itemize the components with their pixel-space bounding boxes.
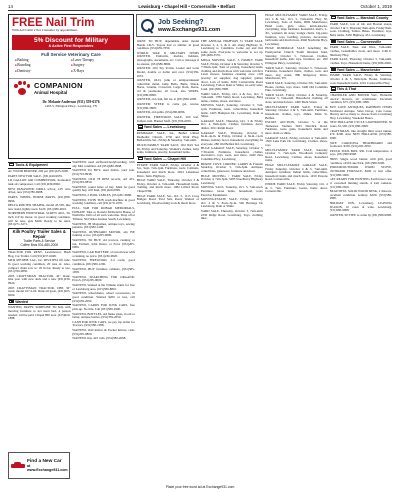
classified-ad: YARD SALE, Friday, Oct. 4 & Sat., Oct. 5, 7am-until. 1780 Valley Road, Lewisburg. Baby items, clothes, shoes, and more. (200, 91, 264, 103)
yard-sale-icon (138, 125, 143, 128)
classified-ad: WANTED, wheelchairs, wheel accessories, in good condition. Wanted $200 or less, call (931)659-2092. (72, 291, 135, 303)
classified-ad: WANTED, OLD 78 RPM records, old 45's. (931)293-6850. (72, 176, 135, 185)
classified-ad: GARAGE SALE, Friday, October 4, 7am-until. 1500 Lake Park Dr, Lewisburg. Clothes, shoes, toys. (265, 135, 328, 147)
service-item: ■ X-Rays (71, 69, 127, 75)
classified-ad: INSIDE YARD SALE, Friday & Saturday, October 4 & 5, 8am-5pm. Books, furniture, tools, household items. 2201 Cornersville Hwy. (329, 73, 392, 85)
classified-ad: GARAGE SALE, Thursday, Oct. 3 & Friday, Oct. 4, 8am-2pm. Clothes, furniture, decor, dishes. 2011 Ralph Road. (200, 118, 264, 131)
classified-ad: AC WOOD BURNER, 200 per (931)225-5000. (8, 168, 69, 173)
classified-ad: HUGE MULTI-FAMILY GARAGE SALE, Friday Saturday, October 4 & 5, 7am-until. Antiques, furniture, Indian items, collectibles, household items and much more. 1450 Parsons Road, Cornersville. (265, 163, 328, 182)
section-header-yard-sales: Yard Sales — Manchester (330, 67, 393, 74)
discount-main: 5% Discount for Military (33, 36, 109, 44)
classified-ad: HUGE YARD SALE, Sat., Oct. 5, 1115 Cross Bridges Road. Yard Sale Road, Wanted of Lewisburg, Woodworking tools & much more. (136, 193, 200, 205)
classified-ad: YARD SALE, Saturday, October 5th, 7am-until. Books, clothes, toys, more. 3400 Old Columbia Pike, Lewisburg. (265, 80, 328, 93)
classified-ad: WANTED, BUY furniture cabinets, (931)585-1958. (72, 266, 135, 275)
classified-ad: WANTED, round bales of hay. Must be good quality hay, will haul, (931)260-0999. (72, 184, 135, 193)
classified-ad: ESTATE AUCTION, October 5, at the Tennessee Venture 2625 Deerlick Road. Furniture, tools, guns, household items and more. Rain or shine. (265, 120, 328, 135)
service-item: ■ Laser Therapy (71, 58, 127, 64)
classified-ad: WANTED, SEARCHING FOR ORGANIC EGGS, (931)205-9000. (72, 274, 135, 283)
classified-ad: LR GALLON AIR COMPRESSOR, horizontal tank air compressor. Call (931)639-8960. (8, 178, 71, 186)
classified-ad: WANTED, BOTTLES, old flasks glass, in old or better, antique bottles, (931)359-2050. (72, 311, 135, 320)
classified-ad: NEW PANASONIC DRILL w/box, 12V wire driver, new (931)780-6988. (8, 186, 71, 195)
page-number: 14 (8, 4, 13, 9)
classified-ad: WANTED, TWIN TUB wash machine in good working condition, call (931)270-1978. (72, 197, 135, 206)
classified-ad: NEW HOLLAND CYCLE LAWNMOWER, 50 hours, $1,500. (931)580-2068. (329, 120, 392, 129)
classified-ad: MTD 987/9898 LAC, GC 9PS/TIPS4 lift tube. In good working condition, 20 tons of. Also, compact chain saw w/ 18 in bar. Ready to use. (931)766-9850. (8, 258, 71, 274)
classified-ad: WANTED, old cash, fall lot, at (931)580-1008. (136, 97, 197, 102)
classified-ad: WANTED: Old Toy Trains, Lionel and Lone Model, double or dollar and ever. (931)359-9653. (136, 66, 200, 78)
services-heading: Full Service Veterinary Care (41, 51, 101, 57)
paw-icon (13, 81, 31, 97)
classified-ad: MEGA MOVING SALE, 3 FAMILY YARD SALE, Friday, October 4 & Saturday, October 5, 7:30am-1pm. Tons of pricing, household items, clothing and much more with welcome call first. Lawn mower, furniture cleaning crew. 1100 jewelry; art supplies; dog supplies; games; decor. Lots of items. 3065 Cornersville Road, Lewisburg, Follow Rain or Shine, no early sales. Cash. (931)580-7808. (200, 58, 264, 91)
column-6 (330, 14, 393, 484)
classified-ad: WANTED, used surfboard/bodyboarding, with any Mid condition. All (931)680-0998. (72, 160, 135, 168)
classified-ad: HUGE RUMMAGE SALE benefiting the Presbyterian Church Youth missions fund, Saturday, October 5, 7am-noon. Clothes, household items, kids toys, furniture, etc. 200 Ellington Pkwy, Lewisburg. (265, 46, 328, 65)
yard-sale-icon (331, 68, 336, 71)
classified-ad: YARD SALE, Saturday, October 5, 7am-noon. Furniture, household items, clothes, tools and more, dog crates, 880 Ridgeway Drive, Manchester, TN. (265, 65, 328, 81)
yard-sale-icon (138, 157, 143, 160)
yard-sale-icon (331, 40, 336, 43)
classified-ad: WORLD WAR II MILITARY ITEMS WANTED. Uniforms, medals, helmets, photographs, documents, etc. Call or message if no answer, (931)580-8806. (136, 50, 200, 66)
column-3 (137, 14, 200, 484)
classified-ad: 2005 CRAFTSMAN TRACTOR, 42" blade. One year with new deck and a new (931)230-0920. (8, 273, 71, 285)
classified-ad: WANTED, OUTBOARD MOTOR, any HP, running or not. (931)205-6080. (72, 229, 135, 238)
classified-ad: BURNT COVE CORNER, LARRY & Friends, Saturday, October 5, 7am-3pm. Antiques, collectibles, glassware, furniture and more. (200, 161, 264, 173)
classified-ad: WANTED, FIREWOOD, 3-4 cords, good condition. (931)580-1206. (72, 258, 135, 266)
classified-ad: DELTA ROUTER SHAPER, model 43-505, like new stand, lightly used, $120. (931)380-6010. (8, 203, 71, 211)
classified-ad: YARD SALE, lots of lab and Boston stores, October 3 & 5, Thursday 8am-2pm, Friday 8am-noon. Clothing, Tables, Bikes, Furniture, toys, Baby items. 3450 Highway 431, Lewisburg. (329, 21, 392, 37)
classified-ad: BUY LOVE ANTIQUES, RAINBOW ITEMS Purchased Antique, Sales Dover, Cole Coker, Murray and so many to choose from. Lewisburg Hwy, Lewisburg. Weekend Hours. (329, 104, 392, 120)
classified-ad: YARD SALE, Thursday, October 3, 7am-until. Clothes, Toys, Household items, (931)580-2000. (329, 57, 392, 65)
masthead (8, 3, 392, 11)
classified-ad: WANTED, FIREWOOD SALE, 200 leaf. Tomato trail. Hauled Stuff. (931)706-6050. (136, 114, 200, 123)
tools-icon (9, 163, 14, 166)
column-4 (201, 14, 264, 484)
classified-ad: PULL TAB FOR ROBAR MEMORIALS, DONATE Tabs to Ronald McDonald House of Nashville. Gifts of all sorts welcome. Drop off at Tribune, 504 Water Avenue South, Lewisburg. (72, 206, 135, 221)
classified-ad: HUGE GARAGE SALE, Saturday, October 5, 7:30-until. Furniture, household, clothes, electronics, toys, tools, and more. 2440 New Columbia Hwy, Lewisburg. (200, 146, 264, 161)
classified-ad: 2005 CRAFTSMAN TRACTOR, DBS 36" tread, model 917.2-04. Runs all great, (931)205-6009. (8, 285, 71, 297)
classified-ad: WANTED, OLD, junk or antique/unusual collectible metal, lamp Bells, Bulls, Shuck, Horse, Granite, Crosscuts, Large Rain, Deere, old & yearbooks, all Cook, also WIRES, (931)580-8098. (136, 78, 200, 97)
classified-ad: HUGE MULTI-FAMILY YARD SALE, Friday, Oct 4 & Sat., Oct. 5, 7am-until. Hwy 50, Lewisburg. Tons of Items, 9000 Manchester, Hand tools, girls, sizes, knick-knacks, everything, large furniture, household, men's, L-XL, women's all sizes; lounge chairs, big-patio furniture, toys, bedding, pictures, decoration, bath items and much more. 4940 Nashville Hwy, Lewisburg. (265, 14, 328, 46)
section-header-yard-sales: Yard Sales — Marshall County (330, 15, 393, 22)
service-item: ■ Dentistry (15, 69, 71, 75)
classified-ad: CASH FOR JUNK CARS, we pay top dollar for Tractors. (931)580-1998. (72, 319, 135, 328)
classified-ad: MULTI-FAMILY YARD SALE, Old Nat'l Sea Dr, Friday and Saturday. Women's clothes, baby items, furniture, jewelry, household items. (136, 142, 200, 155)
section-header-this-and-that: This & That (330, 86, 393, 93)
wanted-icon (9, 300, 14, 303)
classified-ad: RUMMAGE SALE, Sat., Bethel United Methodist Church, 2730 and Walk Hwy, Belfastville Sat., Friday & Saturday, 7am-until. (136, 131, 200, 143)
clinic-doctor-phone: Dr. Melanie Anderson (931) 359-6376 (42, 99, 100, 104)
new-car-ad[interactable] (8, 452, 70, 479)
vet-display-ad (8, 14, 134, 159)
discount-banner (12, 35, 130, 50)
classified-ad: WANTED, PARTS: SOMEONE TO help with mowing furniture to not need bed, 4 person needed, will be paid. Chapel Hill area. (615)620-1888. (8, 305, 71, 321)
classified-ad: WANTED, 2 POOL TABLES, (931)201-9980. (72, 193, 132, 198)
classified-ad: HUGE YARD SALE, Thursday, October 3 & Friday, October 4, 7am-until. Household items, clothing, and much more. 1082 Lillard Road, Chapel Hill. (136, 178, 200, 193)
classified-ad: MULTI-FAMILY YARD SALE, Saturday October 5, 7am-1pm. Woodlawn Cemetery Road, Lewisburg. Clothes, shoes, household items. (265, 147, 328, 163)
services-list (9, 57, 133, 76)
classified-ad: GET READY FOR HUNTING Earth fewer case of oversized hunting stands, 4 trail cameras. (931)580-2650. (329, 177, 392, 189)
clinic-logo-block (9, 78, 133, 99)
classified-ad: CHANDLER AND BOWER VAC, Homelite electric blowers, air conditioner. Excellent condition, $75. (931)580-1998. (329, 93, 392, 105)
classified-ad: FREE: Single wood burner, with grill, good condition, 1450 Lake Park, (931)580-5000. (329, 157, 392, 165)
classified-ad: HOLIDAY INN, Lewisburg, LEAVING SEASON, 10 cases of wine, Lewisburg. (931)580-9998. (329, 201, 392, 213)
car-ad-url[interactable]: at www.Exchange931.com (27, 464, 68, 473)
classified-ad: TRUCK TOOL BOX, $50. Cold temperature, 4 keys. (931)580-9968. (329, 148, 392, 157)
trailer-ad (8, 228, 71, 249)
job-ad-headline: Job Seeking? (158, 18, 204, 26)
nail-ad-title: FREE Nail Trim (12, 17, 95, 29)
job-seeking-ad[interactable] (136, 14, 256, 37)
car-ad-headline: Find a New Car (27, 458, 62, 464)
trailer-ad-phone: Coffee Bros 931-680-2006 (20, 242, 58, 247)
classified-ad: WANTED, old quilts. (931)268-0086. (136, 110, 186, 115)
section-header-wanted: Wanted (8, 299, 71, 306)
classified-ad: YARD SALE, Friday, October 4 & Saturday, October 5, 7am-until. Household, clothing, all sizes, and much more. 1400 Main Street. (265, 92, 328, 105)
classified-ad: TRACTOR FOR RENT, Lawnmower, Bush Hog, Car Trailer. Call (931)637-6048. (8, 250, 71, 258)
section-header-yard-sales: Yard Sales — Lewisburg (137, 124, 200, 131)
masthead-title: Lewisburg • Chapel Hill • Cornersville • Belfast (138, 4, 235, 9)
job-ad-url[interactable]: www.Exchange931.com (158, 26, 221, 33)
service-item: ■ Bathing (15, 58, 71, 64)
classified-ad: WANTED, CARDS FOR JUNK CARS, free pick-up. No title, Call (931)580-2900. (72, 303, 135, 311)
classified-ad: WANTED, hay, 4x5 rolls. (931)580-2098. (72, 336, 127, 341)
service-item: ■ Surgery (71, 63, 127, 69)
classified-ad: MULTI-FAMILY YARD SALE, Friday & Saturday, October 4 & 5, 7am-until. Furniture, household, clothes, toys, dishes. Main St. Belfast. (265, 104, 328, 120)
classified-ad: HUGE MOVING / YARD SALE, Friday, October 4, 7am-3pm. 5285 Woodberry Highway, Lewisburg. (200, 173, 264, 185)
classified-ad: CRAFTSMAN, like straight mini weed runner, $70. $200. Also NEW HOLLAND, (931)580-2090. (329, 128, 392, 140)
nail-ad-subtitle: With Ad! Limit 2 Per Customer by appointment. (12, 28, 78, 32)
classified-ad: WANTED: STEER to come get, rescue. (931)580-5808. (136, 101, 200, 110)
classified-ad: GARAGE SALE, Thursday, October 3, 8a.m.-4p.m. & Friday, October 4, 8a.m.-1p.m. Dishes, holiday decor, household, everything for everyone. 280 Old Belfast Rd, Lewisburg. (200, 130, 264, 146)
classified-ad: MOVING/ESTATE SALE, Friday Saturday, Oct. 4 & 5, 8a.m.-3p.m. 506 Heritage Dr, Lewisburg. Rain or Shine. (200, 197, 264, 209)
classified-ad: WANTED, JH Magazines, antique toys, sewing patterns. (931)580-1208. (72, 221, 135, 230)
search-icon (140, 18, 155, 33)
discount-sub: & Active First Responders (48, 43, 94, 48)
classified-ad: BEAUTIFUL SOLID WOOD DESK, 2 drawers, excellent condition. Gallery. $200. (931)580-9800. (329, 189, 392, 201)
classified-ad: MOVING SALE, Saturday, October 5, 7am-1pm. Furniture, tools, collectibles, household items. 1665 Hampton Dr., Lewisburg. Rain or Shine. (200, 103, 264, 119)
section-header-tools: Tools & Equipment (8, 162, 71, 169)
section-header-yard-sales: Yard Sales — Chapel Hill (137, 156, 200, 163)
classified-ad: WANT TO BUY, dependable older model Honda CR-V. Toyota 4x4 or similar, in good condition. (931)659-7050. (136, 39, 200, 51)
section-header-yard-sales: Yard Sales — Cornersville (330, 39, 393, 46)
classified-ad: MOVING SALE, Saturday, Oct. 5, 7am-noon. Furniture, Glass items, household, tools, Exercise Equipment. (200, 185, 264, 197)
masthead-date: October 1, 2019 (360, 4, 392, 9)
classified-ad: ESTATE YARD SALE, Friday, October 4 & Sat., Sept. 7am-1pm. Furniture, tools, Cabinets, household and much more. 2024 Lakeshore Drive, Tenn. Highway. (136, 162, 200, 178)
classified-ad: YARD SALE, Thursday, October 3, 7am-until. 2250 Ridge Road, Lewisburg. Toys, clothing, misc. (200, 209, 264, 221)
trailer-ad-sub: Trailer Parts & Service (23, 238, 56, 243)
classified-ad: WANTED, SETTEE to come by (931)580-9998. (329, 212, 392, 217)
classified-ad: NICE CAROLINA HEADBOARD and footboard. $100. (931)205-2050. (329, 140, 392, 149)
car-icon (11, 461, 25, 470)
classified-ad: INDOOR/OUTDOOR WOOD STOVE, OUTDOOR FURNACE, $200 or best offer. (931)580-5060. (329, 165, 392, 177)
classified-ad: THE ANNUAL HIGHWAY 31 YARD SALE, October 3, 4, 5, & 6. All along Highway 31, Lewisburg to Columbia. Come out and find some deals. Everyone is welcome to set up. (931)489-3555. (200, 39, 264, 58)
page-footer: Place your free word ad at Exchange931.com (165, 485, 235, 489)
misc-icon (331, 87, 336, 90)
classified-ad: PARTS, WHEEL HORSE PARTS, (931)389-9996. (8, 194, 71, 203)
yard-sale-icon (331, 16, 336, 19)
classified-ad: PARTS NEW FOR SALE. (931)240-9955. (8, 173, 63, 178)
classified-ad: WANTED, Odd knives & Pocket knives, cash. (931)205-9800. (72, 328, 135, 336)
clinic-address: 1465 S. Ellington Pkwy., Lewisburg, TN (44, 103, 97, 108)
classified-ad: WANTED TO BUY, used dishes, yard sale. (931)703-8938. (72, 168, 135, 176)
classified-ad: YARD SALE, Tues. and Wed., 7am-until. Clothes, Grandfather clock, and more. 1160 E. Harmony Hwy. (329, 45, 392, 57)
classified-ad: WANTED, CAR BATTERY, a lawn mower with a running, no price. (931)230-0920. (72, 250, 135, 258)
clinic-subtitle: Animal Hospital (34, 90, 68, 96)
classified-ad: WANTED, Wanted at the Tribune wants for free or Lewisburg area. (615)580-8801. (72, 283, 135, 291)
classified-ad: WANTED, TO BUY, old tractors, running or not, Farmall, John Deere, or Ford. (931)205-0906. (72, 238, 135, 250)
service-item: ■ Boarding (15, 63, 71, 69)
column-5 (265, 14, 328, 484)
classified-ad: NORTHERN INDUSTRIAL SCREW ADJ., 30-inch 110 hp motor, in good working condition, will be new, gets $200. Ready to be used, (931)271-3271. (8, 211, 71, 227)
trailer-ad-title: Kilk Poultry Trailer Sales & Repair (12, 229, 66, 240)
classified-ad: INSIDE YARD SALE, Friday Saturday, Oct. 4 & 5, 7am. Furniture, books, home decor. Cornersville. (265, 182, 328, 194)
clinic-name: COMPANION (34, 81, 83, 91)
